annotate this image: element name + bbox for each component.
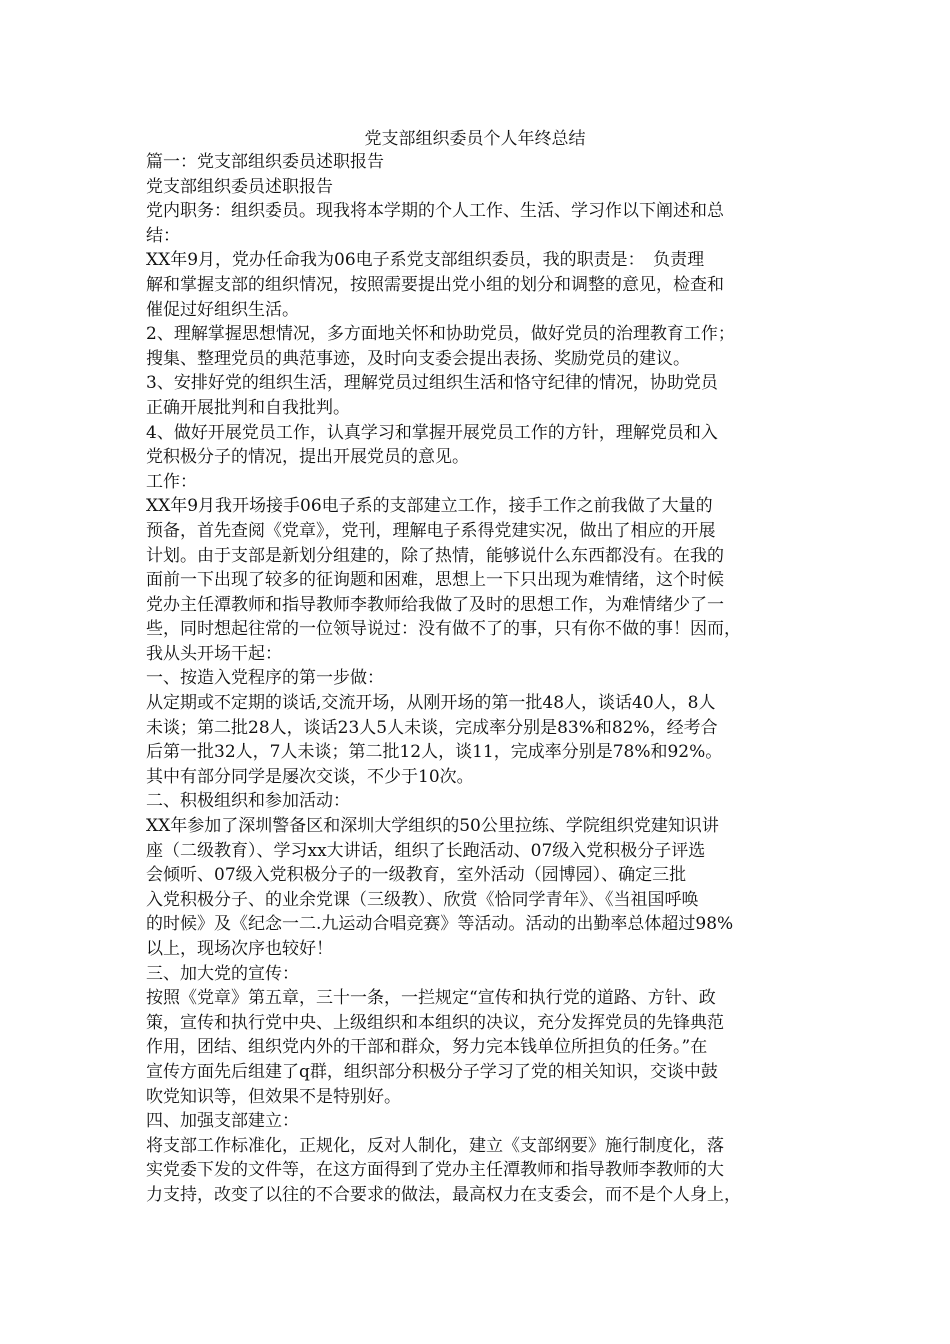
- paragraph-line: 结：: [146, 225, 180, 246]
- paragraph-line: 的时候》及《纪念一二.九运动合唱竞赛》等活动。活动的出勤率总体超过98%: [146, 914, 734, 935]
- paragraph-line: 3、安排好党的组织生活，理解党员过组织生活和恪守纪律的情况，协助党员: [146, 373, 718, 394]
- paragraph-line: 解和掌握支部的组织情况，按照需要提出党小组的划分和调整的意见，检查和: [146, 274, 724, 295]
- paragraph-line: 入党积极分子、的业余党课（三级教）、欣赏《恰同学青年》、《当祖国呼唤: [146, 889, 699, 910]
- paragraph-line: 策，宣传和执行党中央、上级组织和本组织的决议，充分发挥党员的先锋典范: [146, 1012, 724, 1033]
- paragraph-line: 二、积极组织和参加活动：: [146, 791, 350, 812]
- paragraph-line: 4、做好开展党员工作，认真学习和掌握开展党员工作的方针，理解党员和入: [146, 422, 718, 443]
- paragraph-line: 一、按造入党程序的第一步做：: [146, 668, 384, 689]
- paragraph-line: XX年9月我开场接手06电子系的支部建立工作，接手工作之前我做了大量的: [146, 496, 713, 517]
- paragraph-line: 作用，团结、组织党内外的干部和群众，努力完本钱单位所担负的任务。”在: [146, 1037, 708, 1058]
- paragraph-line: 搜集、整理党员的典范事迹，及时向支委会提出表扬、奖励党员的建议。: [146, 348, 690, 369]
- paragraph-line: 将支部工作标准化，正规化，反对人制化，建立《支部纲要》施行制度化，落: [146, 1135, 724, 1156]
- document-body: [146, 150, 810, 1208]
- paragraph-line: 未谈；第二批28人，谈话23人5人未谈，完成率分别是83%和82%，经考合: [146, 717, 718, 738]
- paragraph-line: 预备，首先查阅《党章》，党刊，理解电子系得党建实况，做出了相应的开展: [146, 520, 716, 541]
- paragraph-line: 正确开展批判和自我批判。: [146, 397, 350, 418]
- paragraph-line: 力支持，改变了以往的不合要求的做法，最高权力在支委会，而不是个人身上，: [146, 1184, 741, 1205]
- paragraph-line: 四、加强支部建立：: [146, 1111, 299, 1132]
- document-title: 党支部组织委员个人年终总结: [364, 129, 586, 149]
- paragraph-line: 计划。由于支部是新划分组建的，除了热情，能够说什么东西都没有。在我的: [146, 545, 724, 566]
- paragraph-line: 后第一批32人，7人未谈；第二批12人，谈11，完成率分别是78%和92%。: [146, 742, 723, 763]
- paragraph-line: 面前一下出现了较多的征询题和困难，思想上一下只出现为难情绪，这个时候: [146, 570, 724, 591]
- paragraph-line: 2、理解掌握思想情况，多方面地关怀和协助党员，做好党员的治理教育工作；: [146, 324, 735, 345]
- paragraph-line: 实党委下发的文件等，在这方面得到了党办主任潭教师和指导教师李教师的大: [146, 1160, 724, 1181]
- paragraph-line: 党内职务：组织委员。现我将本学期的个人工作、生活、学习作以下阐述和总: [146, 201, 724, 222]
- paragraph-line: 座（二级教育）、学习xx大讲话，组织了长跑活动、07级入党积极分子评选: [146, 840, 706, 861]
- paragraph-line: XX年9月，党办任命我为06电子系党支部组织委员，我的职责是： 负责理: [146, 250, 705, 271]
- paragraph-line: 三、加大党的宣传：: [146, 963, 299, 984]
- paragraph-line: 按照《党章》第五章，三十一条，一拦规定“宣传和执行党的道路、方针、政: [146, 988, 716, 1009]
- paragraph-line: 吹党知识等，但效果不是特别好。: [146, 1086, 401, 1107]
- paragraph-line: XX年参加了深圳警备区和深圳大学组织的50公里拉练、学院组织党建知识讲: [146, 816, 719, 837]
- paragraph-line: 篇一：党支部组织委员述职报告: [146, 152, 384, 172]
- paragraph-line: 些，同时想起往常的一位领导说过：没有做不了的事，只有你不做的事！因而，: [146, 619, 741, 640]
- paragraph-line: 工作：: [146, 471, 197, 492]
- paragraph-line: 党积极分子的情况，提出开展党员的意见。: [146, 447, 469, 468]
- paragraph-line: 以上，现场次序也较好！: [146, 939, 333, 959]
- paragraph-line: 我从头开场干起：: [146, 643, 282, 664]
- paragraph-line: 宣传方面先后组建了q群，组织部分积极分子学习了党的相关知识，交谈中鼓: [146, 1061, 718, 1082]
- paragraph-line: 会倾听、07级入党积极分子的一级教育，室外活动（园博园）、确定三批: [146, 865, 687, 886]
- paragraph-line: 党办主任潭教师和指导教师李教师给我做了及时的思想工作，为难情绪少了一: [146, 594, 724, 615]
- paragraph-line: 党支部组织委员述职报告: [146, 176, 333, 197]
- paragraph-line: 从定期或不定期的谈话,交流开场，从刚开场的第一批48人，谈话40人，8人: [146, 693, 716, 714]
- paragraph-line: 其中有部分同学是屡次交谈，不少于10次。: [146, 766, 474, 787]
- paragraph-line: 催促过好组织生活。: [146, 299, 299, 320]
